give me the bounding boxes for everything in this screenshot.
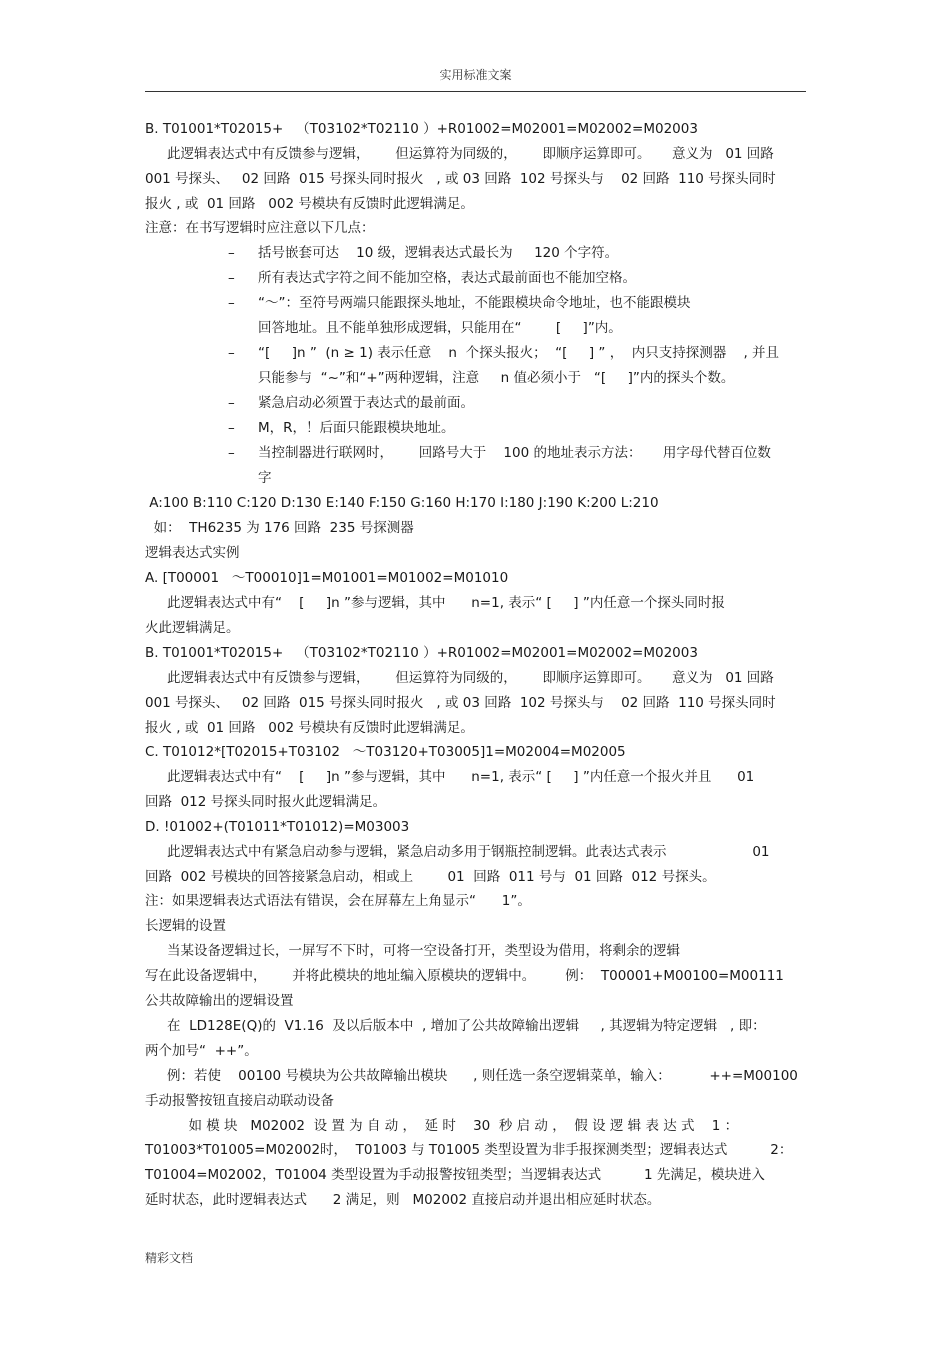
- text-line: 此逻辑表达式中有紧急启动参与逻辑，紧急启动多用于钢瓶控制逻辑。此表达式表示 01: [167, 844, 770, 860]
- text-line: 回答地址。且不能单独形成逻辑，只能用在“ [ ]”内。: [258, 320, 622, 336]
- bullet-dash: –: [228, 295, 235, 311]
- text-line: M，R，！后面只能跟模块地址。: [258, 420, 455, 436]
- text-line: 此逻辑表达式中有反馈参与逻辑， 但运算符为同级的， 即顺序运算即可。 意义为 01 回路: [167, 670, 774, 686]
- text-line: 字: [258, 470, 272, 486]
- text-line: 001 号探头、 02 回路 015 号探头同时报火 , 或 03 回路 102 号探头与 02 回路 110 号探头同时: [145, 695, 776, 711]
- text-line: 所有表达式字符之间不能加空格，表达式最前面也不能加空格。: [258, 270, 636, 286]
- text-line: 延时状态，此时逻辑表达式 2 满足，则 M02002 直接启动并退出相应延时状态。: [145, 1192, 661, 1208]
- text-line: 001 号探头、 02 回路 015 号探头同时报火 , 或 03 回路 102 号探头与 02 回路 110 号探头同时: [145, 171, 776, 187]
- text-line: 报火 , 或 01 回路 002 号模块有反馈时此逻辑满足。: [145, 196, 474, 212]
- text-line: 手动报警按钮直接启动联动设备: [145, 1093, 334, 1109]
- page-header: 实用标准文案: [439, 68, 512, 82]
- text-line: 例：若使 00100 号模块为公共故障输出模块 , 则任选一条空逻辑菜单，输入： ++=M00100: [167, 1068, 798, 1084]
- text-line: 只能参与 “~”和“+”两种逻辑，注意 n 值必须小于 “[ ]”内的探头个数。: [258, 370, 735, 386]
- bullet-dash: –: [228, 420, 235, 436]
- header-divider: [145, 91, 806, 92]
- bullet-dash: –: [228, 395, 235, 411]
- text-line: D. !01002+(T01011*T01012)=M03003: [145, 819, 410, 835]
- bullet-dash: –: [228, 270, 235, 286]
- text-line: B. T01001*T02015+ （T03102*T02110 ）+R01002=M02001=M02002=M02003: [145, 645, 698, 661]
- text-line: A:100 B:110 C:120 D:130 E:140 F:150 G:160 H:170 I:180 J:190 K:200 L:210: [145, 495, 659, 511]
- text-line: 回路 002 号模块的回答接紧急启动，相或上 01 回路 011 号与 01 回路 012 号探头。: [145, 869, 716, 885]
- text-line: 写在此设备逻辑中， 并将此模块的地址编入原模块的逻辑中。 例： T00001+M00100=M00111: [145, 968, 784, 984]
- page-footer: 精彩文档: [145, 1251, 194, 1265]
- text-line: 当控制器进行联网时， 回路号大于 100 的地址表示方法： 用字母代替百位数: [258, 445, 771, 461]
- text-line: 注意：在书写逻辑时应注意以下几点：: [145, 220, 375, 236]
- text-line: 紧急启动必须置于表达式的最前面。: [258, 395, 474, 411]
- text-line: 注：如果逻辑表达式语法有错误，会在屏幕左上角显示“ 1”。: [145, 893, 531, 909]
- text-line: 此逻辑表达式中有“ [ ]n ”参与逻辑，其中 n=1, 表示“ [ ] ”内任意一个探头同时报: [167, 595, 725, 611]
- text-line: T01003*T01005=M02002时， T01003 与 T01005 类型设置为非手报探测类型；逻辑表达式 2：: [145, 1142, 793, 1158]
- text-line: 如： TH6235 为 176 回路 235 号探测器: [145, 520, 414, 536]
- text-line: 长逻辑的设置: [145, 918, 226, 934]
- text-line: 此逻辑表达式中有“ [ ]n ”参与逻辑，其中 n=1, 表示“ [ ] ”内任意一个报火并且 01: [167, 769, 755, 785]
- bullet-dash: –: [228, 445, 235, 461]
- text-line: C. T01012*[T02015+T03102 ～T03120+T03005]1=M02004=M02005: [145, 744, 626, 760]
- text-line: 回路 012 号探头同时报火此逻辑满足。: [145, 794, 387, 810]
- text-line: T01004=M02002，T01004 类型设置为手动报警按钮类型；当逻辑表达式 1 先满足，模块进入: [145, 1167, 765, 1183]
- text-line: 两个加号“ ++”。: [145, 1043, 258, 1059]
- text-line: “～”：至符号两端只能跟探头地址，不能跟模块命令地址，也不能跟模块: [258, 295, 691, 311]
- text-line: 逻辑表达式实例: [145, 545, 240, 561]
- text-line: B. T01001*T02015+ （T03102*T02110 ）+R01002=M02001=M02002=M02003: [145, 121, 698, 137]
- text-line: A. [T00001 ～T00010]1=M01001=M01002=M01010: [145, 570, 509, 586]
- text-line: 当某设备逻辑过长，一屏写不下时，可将一空设备打开，类型设为借用，将剩余的逻辑: [167, 943, 680, 959]
- text-line: “[ ]n ” (n ≥ 1) 表示任意 n 个探头报火； “[ ] ” ， 内只支持探测器 , 并且: [258, 345, 780, 361]
- bullet-dash: –: [228, 245, 235, 261]
- text-line: 公共故障输出的逻辑设置: [145, 993, 294, 1009]
- text-line: 火此逻辑满足。: [145, 620, 240, 636]
- text-line: 括号嵌套可达 10 级，逻辑表达式最长为 120 个字符。: [258, 245, 619, 261]
- bullet-dash: –: [228, 345, 235, 361]
- text-line: 如 模 块 M02002 设 置 为 自 动 ， 延 时 30 秒 启 动 ， 假 设 逻 辑 表 达 式 1 ：: [167, 1118, 739, 1134]
- text-line: 在 LD128E(Q)的 V1.16 及以后版本中 , 增加了公共故障输出逻辑 , 其逻辑为特定逻辑 , 即：: [167, 1018, 766, 1034]
- text-line: 此逻辑表达式中有反馈参与逻辑， 但运算符为同级的， 即顺序运算即可。 意义为 01 回路: [167, 146, 774, 162]
- text-line: 报火 , 或 01 回路 002 号模块有反馈时此逻辑满足。: [145, 720, 474, 736]
